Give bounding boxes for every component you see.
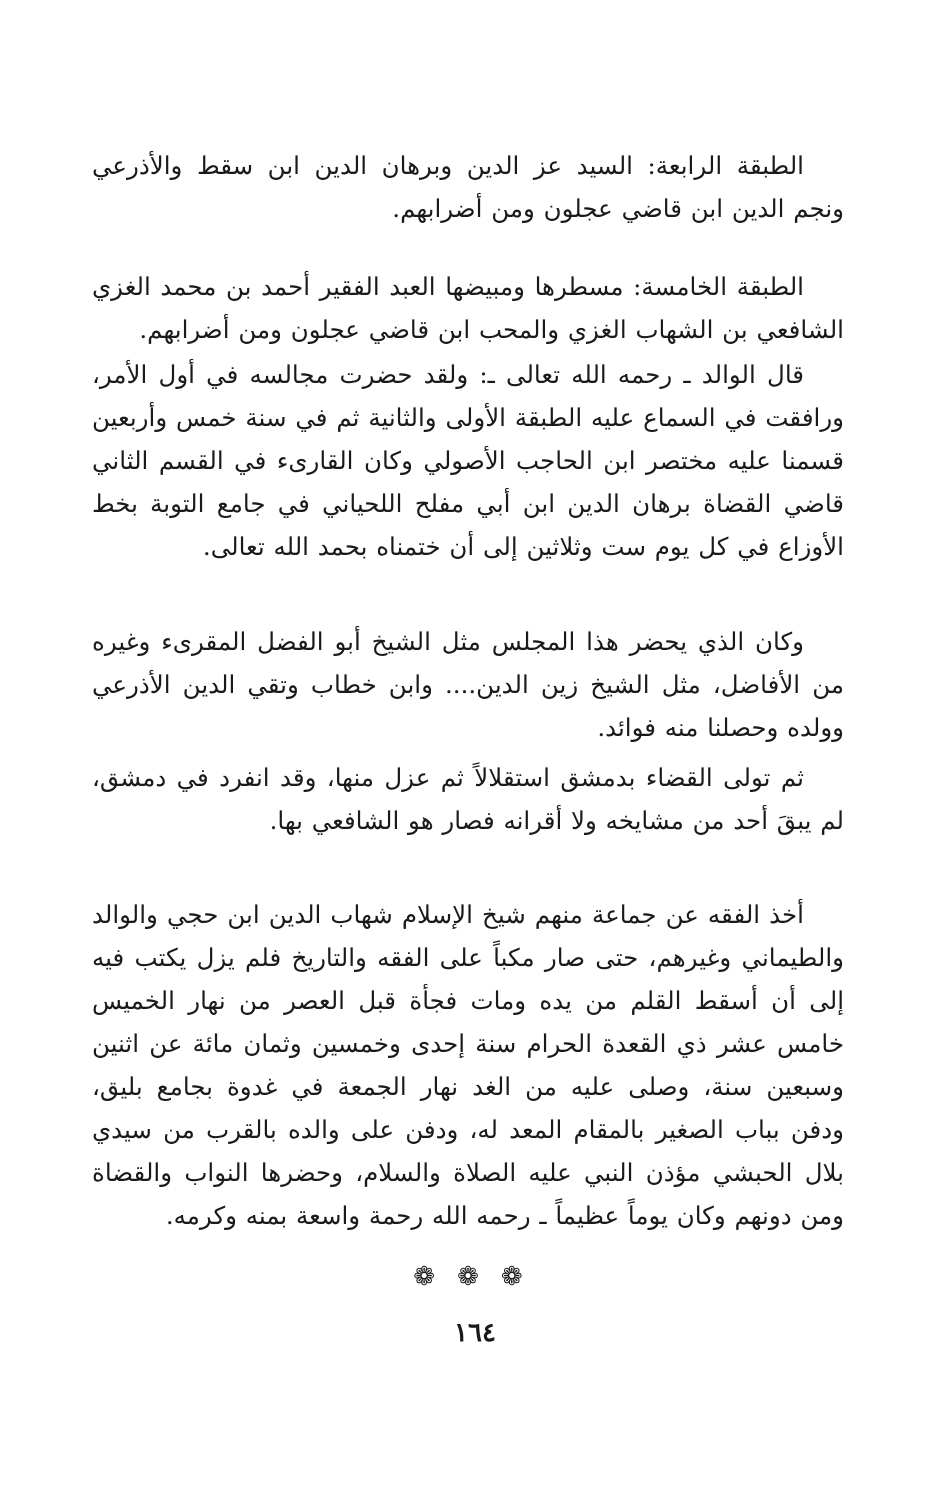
section-divider-ornament: [0, 1262, 950, 1292]
flower-ornament-icon: ❁: [500, 1262, 537, 1292]
paragraph-judgeship: [92, 756, 844, 842]
flower-ornament-icon: ❁: [457, 1262, 493, 1292]
paragraph-text: قال الوالد ـ رحمه الله تعالى ـ: ولقد حضرت مجالسه في أول الأمر، ورافقت في السماع عليه الطبقة الأولى والثانية ثم في سنة خمس وأربعين قسمنا عليه مختصر ابن الحاجب الأصولي وكان القارىء في القسم الثاني قاضي القضاة برهان الدين ابن أبي مفلح اللحياني في جامع التوبة بخط الأوزاع في كل يوم ست وثلاثين إلى أن ختمناه بحمد الله تعالى.: [92, 360, 844, 561]
paragraph-text: ثم تولى القضاء بدمشق استقلالاً ثم عزل منها، وقد انفرد في دمشق، لم يبقَ أحد من مشايخه ولا أقرانه فصار هو الشافعي بها.: [92, 763, 844, 835]
paragraph-father-said: [92, 353, 844, 568]
paragraph-text: الطبقة الرابعة: السيد عز الدين وبرهان الدين ابن سقط والأذرعي ونجم الدين ابن قاضي عجلون ومن أضرابهم.: [92, 151, 844, 223]
paragraph-text: الطبقة الخامسة: مسطرها ومبيضها العبد الفقير أحمد بن محمد الغزي الشافعي بن الشهاب الغزي والمحب ابن قاضي عجلون ومن أضرابهم.: [92, 272, 844, 344]
paragraph-attendees: [92, 620, 844, 749]
paragraph-text: أخذ الفقه عن جماعة منهم شيخ الإسلام شهاب الدين ابن حجي والوالد والطيماني وغيرهم، حتى صار مكباً على الفقه والتاريخ فلم يزل يكتب فيه إلى أن أسقط القلم من يده ومات فجأة قبل العصر من نهار الخميس خامس عشر ذي القعدة الحرام سنة إحدى وخمسين وثمان مائة عن اثنين وسبعين سنة، وصلى عليه من الغد نهار الجمعة في غدوة بجامع بليق، ودفن بباب الصغير بالمقام المعد له، ودفن على والده بالقرب من سيدي بلال الحبشي مؤذن النبي عليه الصلاة والسلام، وحضرها النواب والقضاة ومن دونهم وكان يوماً عظيماً ـ رحمه الله رحمة واسعة بمنه وكرمه.: [92, 900, 844, 1230]
paragraph-text: وكان الذي يحضر هذا المجلس مثل الشيخ أبو الفضل المقرىء وغيره من الأفاضل، مثل الشيخ زين الدين.... وابن خطاب وتقي الدين الأذرعي وولده وحصلنا منه فوائد.: [92, 627, 844, 742]
page-number: ١٦٤: [454, 1318, 496, 1348]
paragraph-fifth-tier: [92, 265, 844, 351]
flower-ornament-icon: ❁: [413, 1262, 450, 1292]
paragraph-biography-death: [92, 893, 844, 1237]
paragraph-fourth-tier: [92, 144, 844, 230]
